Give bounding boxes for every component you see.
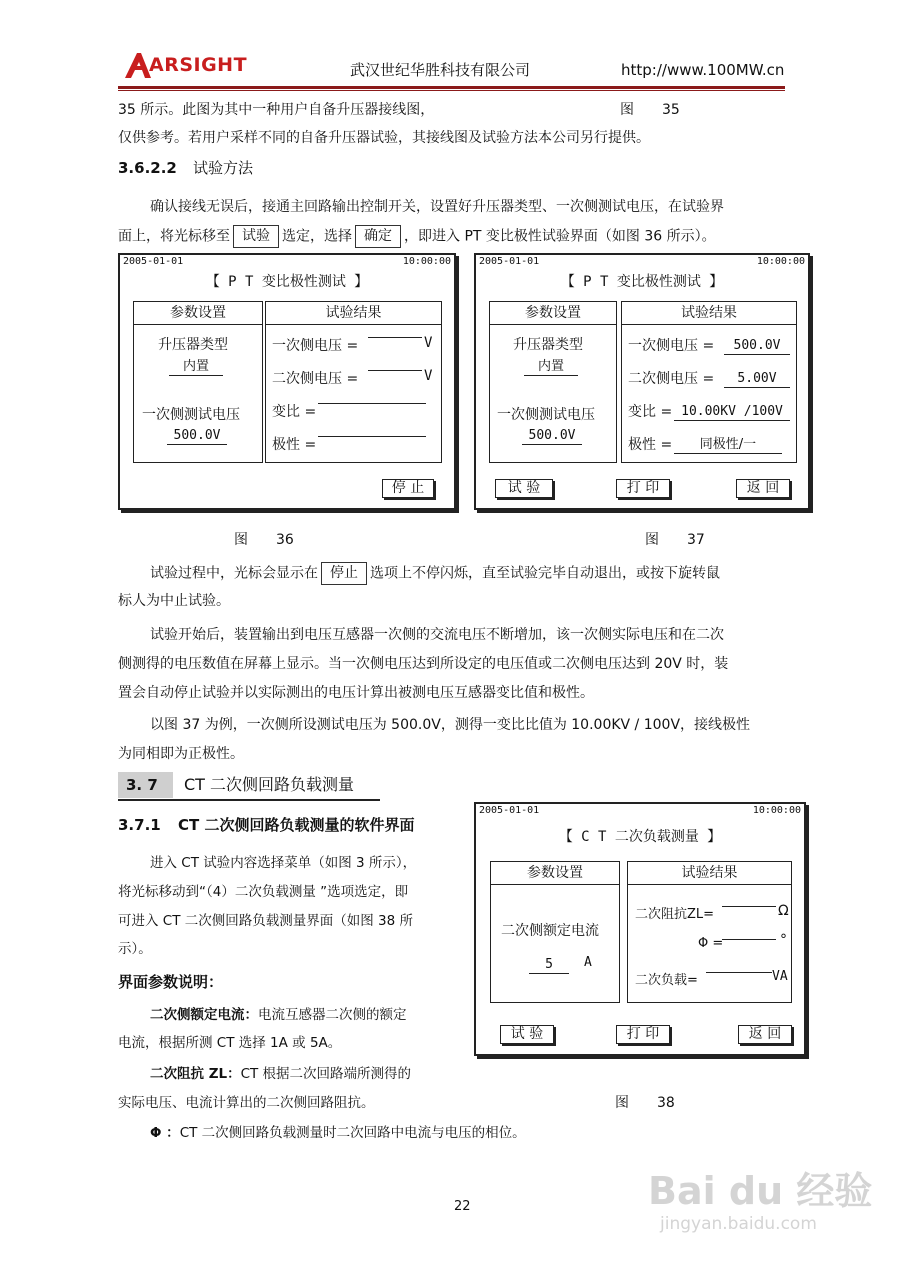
paragraph-line: 置会自动停止试验并以实际测出的电压计算出被测电压互感器变比值和极性。 — [118, 685, 594, 701]
subsection-title: CT 二次侧回路负载测量的软件界面 — [178, 816, 415, 834]
paragraph-line: 确认接线无误后，接通主回路输出控制开关，设置好升压器类型、一次侧测试电压，在试验界 — [150, 199, 724, 215]
print-button[interactable]: 打 印 — [616, 479, 670, 498]
burden-label: 二次负载= — [635, 973, 698, 988]
paragraph-line: 试验开始后，装置输出到电压互感器一次侧的交流电压不断增加，该一次侧实际电压和在二次 — [150, 627, 724, 643]
result-panel-header: 试验结果 — [266, 302, 441, 325]
ratio-label: 变比 = — [628, 404, 673, 420]
section-number: 3.6.2.2 — [118, 159, 177, 177]
inline-stop-button: 停止 — [321, 562, 367, 585]
screen-time: 10:00:00 — [752, 805, 801, 816]
result-panel-header: 试验结果 — [628, 862, 791, 885]
param-panel — [490, 861, 620, 1003]
pt-ratio-screen-37 — [474, 253, 810, 510]
boost-type-label: 升压器类型 — [513, 337, 583, 353]
ratio-value — [318, 403, 426, 404]
ratio-value: 10.00KV /100V — [674, 403, 790, 421]
screen-date: 2005-01-01 — [479, 805, 540, 816]
result-panel-header: 试验结果 — [622, 302, 796, 325]
primary-voltage-label: 一次侧电压 = — [628, 338, 715, 354]
paragraph-line: 实际电压、电流计算出的二次侧回路阻抗。 — [118, 1095, 375, 1111]
intro-line1: 35 所示。此图为其中一种用户自备升压器接线图， — [118, 102, 435, 118]
primary-voltage-value: 500.0V — [724, 337, 790, 355]
burden-unit: VA — [772, 969, 788, 984]
section-rule — [118, 799, 380, 801]
section-number: 3. 7 — [118, 772, 173, 798]
inline-ok-button: 确定 — [355, 225, 401, 248]
param-panel-header: 参数设置 — [134, 302, 262, 325]
primary-voltage-label: 一次侧电压 = — [272, 338, 359, 354]
watermark-url: jingyan.baidu.com — [660, 1214, 817, 1234]
subsection-number: 3.7.1 — [118, 816, 161, 834]
test-button[interactable]: 试 验 — [500, 1025, 554, 1044]
boost-type-label: 升压器类型 — [158, 337, 228, 353]
paragraph-line: 电流，根据所测 CT 选择 1A 或 5A。 — [118, 1035, 342, 1051]
polarity-value: 同极性/一 — [674, 436, 782, 454]
screen-title: 【 C T 二次负载测量 】 — [558, 829, 722, 845]
boost-type-value[interactable]: 内置 — [169, 358, 223, 376]
param-panel — [133, 301, 263, 463]
param-panel-header: 参数设置 — [491, 862, 619, 885]
secondary-voltage-unit: V — [424, 368, 433, 384]
page-number: 22 — [454, 1199, 471, 1214]
back-button[interactable]: 返 回 — [736, 479, 790, 498]
stop-button[interactable]: 停 止 — [382, 479, 434, 498]
phase-unit: ° — [780, 932, 787, 948]
param-desc-title: 界面参数说明： — [118, 973, 224, 991]
burden-value — [706, 972, 772, 973]
figure-36-caption: 图 36 — [234, 532, 294, 548]
impedance-unit: Ω — [778, 903, 789, 919]
secondary-voltage-label: 二次侧电压 = — [272, 371, 359, 387]
boost-type-value[interactable]: 内置 — [524, 358, 578, 376]
result-panel — [621, 301, 797, 463]
watermark-logo: Bai du 经验 — [648, 1169, 873, 1213]
impedance-label: 二次阻抗ZL= — [635, 907, 715, 922]
definition-rated-current: 二次侧额定电流：电流互感器二次侧的额定 — [150, 1007, 407, 1023]
section-title: 试验方法 — [193, 159, 254, 177]
secondary-voltage-value — [368, 370, 422, 371]
test-voltage-label: 一次侧测试电压 — [497, 407, 595, 423]
header-rule-thin — [118, 90, 785, 91]
paragraph-line: 面上，将光标移至 试验 选定，选择 确定 ，即进入 PT 变比极性试验界面（如图 36 所示）。 — [118, 225, 716, 248]
definition-phase: Φ ：CT 二次侧回路负载测量时二次回路中电流与电压的相位。 — [150, 1125, 526, 1141]
paragraph-line: 示）。 — [118, 941, 152, 957]
test-voltage-value[interactable]: 500.0V — [522, 427, 582, 445]
phase-value — [722, 939, 776, 940]
phase-label: Φ = — [698, 936, 724, 951]
primary-voltage-value — [368, 337, 422, 338]
figure-38-caption: 图 38 — [615, 1095, 675, 1111]
pt-ratio-screen-36 — [118, 253, 456, 510]
inline-test-button: 试验 — [233, 225, 279, 248]
test-button[interactable]: 试 验 — [495, 479, 553, 498]
param-panel-header: 参数设置 — [490, 302, 616, 325]
screen-time: 10:00:00 — [402, 256, 451, 267]
paragraph-line: 将光标移动到“（4）二次负载测量 ”选项选定，即 — [118, 884, 409, 900]
paragraph-line: 试验过程中，光标会显示在 停止 选项上不停闪烁，直至试验完毕自动退出，或按下旋转鼠 — [150, 562, 720, 585]
polarity-label: 极性 = — [628, 437, 673, 453]
test-voltage-value[interactable]: 500.0V — [167, 427, 227, 445]
paragraph-line: 进入 CT 试验内容选择菜单（如图 3 所示）， — [150, 855, 417, 871]
rated-current-label: 二次侧额定电流 — [501, 923, 599, 939]
polarity-value — [318, 436, 426, 437]
screen-date: 2005-01-01 — [479, 256, 540, 267]
rated-current-unit: A — [584, 955, 592, 970]
company-url[interactable]: http://www.100MW.cn — [621, 61, 785, 79]
screen-title: 【 P T 变比极性测试 】 — [205, 274, 369, 290]
polarity-label: 极性 = — [272, 437, 317, 453]
paragraph-line: 侧测得的电压数值在屏幕上显示。当一次侧电压达到所设定的电压值或二次侧电压达到 20V 时，装 — [118, 656, 729, 672]
screen-time: 10:00:00 — [756, 256, 805, 267]
print-button[interactable]: 打 印 — [616, 1025, 670, 1044]
result-panel — [265, 301, 442, 463]
rated-current-value[interactable]: 5 — [529, 956, 569, 974]
paragraph-line: 为同相即为正极性。 — [118, 746, 244, 762]
ratio-label: 变比 = — [272, 404, 317, 420]
intro-line2: 仅供参考。若用户采样不同的自备升压器试验，其接线图及试验方法本公司另行提供。 — [118, 130, 650, 146]
definition-impedance: 二次阻抗 ZL：CT 根据二次回路端所测得的 — [150, 1066, 412, 1082]
paragraph-line: 标人为中止试验。 — [118, 593, 230, 609]
test-voltage-label: 一次侧测试电压 — [142, 407, 240, 423]
screen-title: 【 P T 变比极性测试 】 — [560, 274, 724, 290]
paragraph-line: 以图 37 为例，一次侧所设测试电压为 500.0V，测得一变比比值为 10.00KV / 100V，接线极性 — [150, 717, 751, 733]
param-panel — [489, 301, 617, 463]
back-button[interactable]: 返 回 — [738, 1025, 792, 1044]
result-panel — [627, 861, 792, 1003]
section-3-7-heading — [118, 772, 380, 800]
impedance-value — [722, 906, 776, 907]
section-title: CT 二次侧回路负载测量 — [184, 775, 355, 794]
secondary-voltage-label: 二次侧电压 = — [628, 371, 715, 387]
header-rule — [118, 86, 785, 89]
figure-35-caption: 图 35 — [620, 102, 680, 118]
screen-date: 2005-01-01 — [123, 256, 184, 267]
company-logo — [121, 50, 246, 80]
paragraph-line: 可进入 CT 二次侧回路负载测量界面（如图 38 所 — [118, 913, 414, 929]
ct-burden-screen-38 — [474, 802, 806, 1056]
secondary-voltage-value: 5.00V — [724, 370, 790, 388]
primary-voltage-unit: V — [424, 335, 433, 351]
figure-37-caption: 图 37 — [645, 532, 705, 548]
company-name: 武汉世纪华胜科技有限公司 — [350, 61, 531, 79]
logo-text: ARSIGHT — [149, 54, 248, 76]
